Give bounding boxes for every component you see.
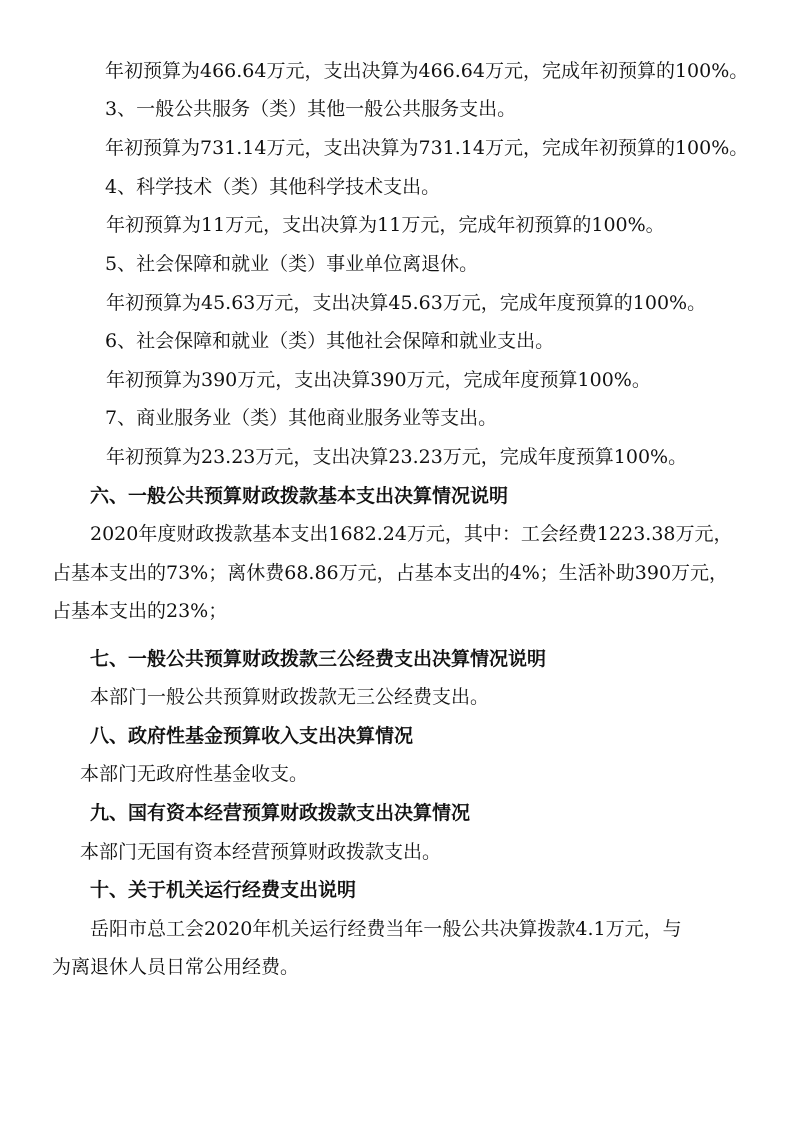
section-7-heading: 七、一般公共预算财政拨款三公经费支出决算情况说明	[90, 648, 547, 670]
item-5-budget: 年初预算为45.63万元，支出决算45.63万元，完成年度预算的100%。	[106, 292, 707, 314]
section-7-paragraph: 本部门一般公共预算财政拨款无三公经费支出。	[90, 686, 490, 708]
item-6-title: 6、社会保障和就业（类）其他社会保障和就业支出。	[105, 330, 555, 352]
item-4-budget: 年初预算为11万元，支出决算为11万元，完成年初预算的100%。	[106, 214, 665, 236]
item-6-budget: 年初预算为390万元，支出决算390万元，完成年度预算100%。	[106, 369, 651, 391]
item-3-budget: 年初预算为731.14万元，支出决算为731.14万元，完成年初预算的100%。	[105, 137, 749, 159]
section-10-paragraph-1: 岳阳市总工会2020年机关运行经费当年一般公共决算拨款4.1万元，与	[90, 918, 682, 940]
section-9-heading: 九、国有资本经营预算财政拨款支出决算情况	[90, 802, 471, 824]
section-6-paragraph-1: 2020年度财政拨款基本支出1682.24万元，其中：工会经费1223.38万元，	[90, 523, 733, 545]
section-6-paragraph-3: 占基本支出的23%；	[52, 600, 228, 622]
section-8-heading: 八、政府性基金预算收入支出决算情况	[90, 725, 414, 747]
section-8-paragraph: 本部门无政府性基金收支。	[80, 763, 309, 785]
budget-line-general-services-1: 年初预算为466.64万元，支出决算为466.64万元，完成年初预算的100%。	[105, 60, 749, 82]
section-9-paragraph: 本部门无国有资本经营预算财政拨款支出。	[80, 841, 442, 863]
item-3-title: 3、一般公共服务（类）其他一般公共服务支出。	[105, 98, 517, 120]
section-10-paragraph-2: 为离退休人员日常公用经费。	[52, 956, 300, 978]
section-6-heading: 六、一般公共预算财政拨款基本支出决算情况说明	[90, 485, 509, 507]
item-4-title: 4、科学技术（类）其他科学技术支出。	[105, 176, 441, 198]
section-10-heading: 十、关于机关运行经费支出说明	[90, 879, 357, 901]
item-7-budget: 年初预算为23.23万元，支出决算23.23万元，完成年度预算100%。	[106, 446, 688, 468]
item-5-title: 5、社会保障和就业（类）事业单位离退休。	[105, 253, 479, 275]
item-7-title: 7、商业服务业（类）其他商业服务业等支出。	[105, 407, 498, 429]
section-6-paragraph-2: 占基本支出的73%；离休费68.86万元，占基本支出的4%；生活补助390万元，	[52, 562, 729, 584]
